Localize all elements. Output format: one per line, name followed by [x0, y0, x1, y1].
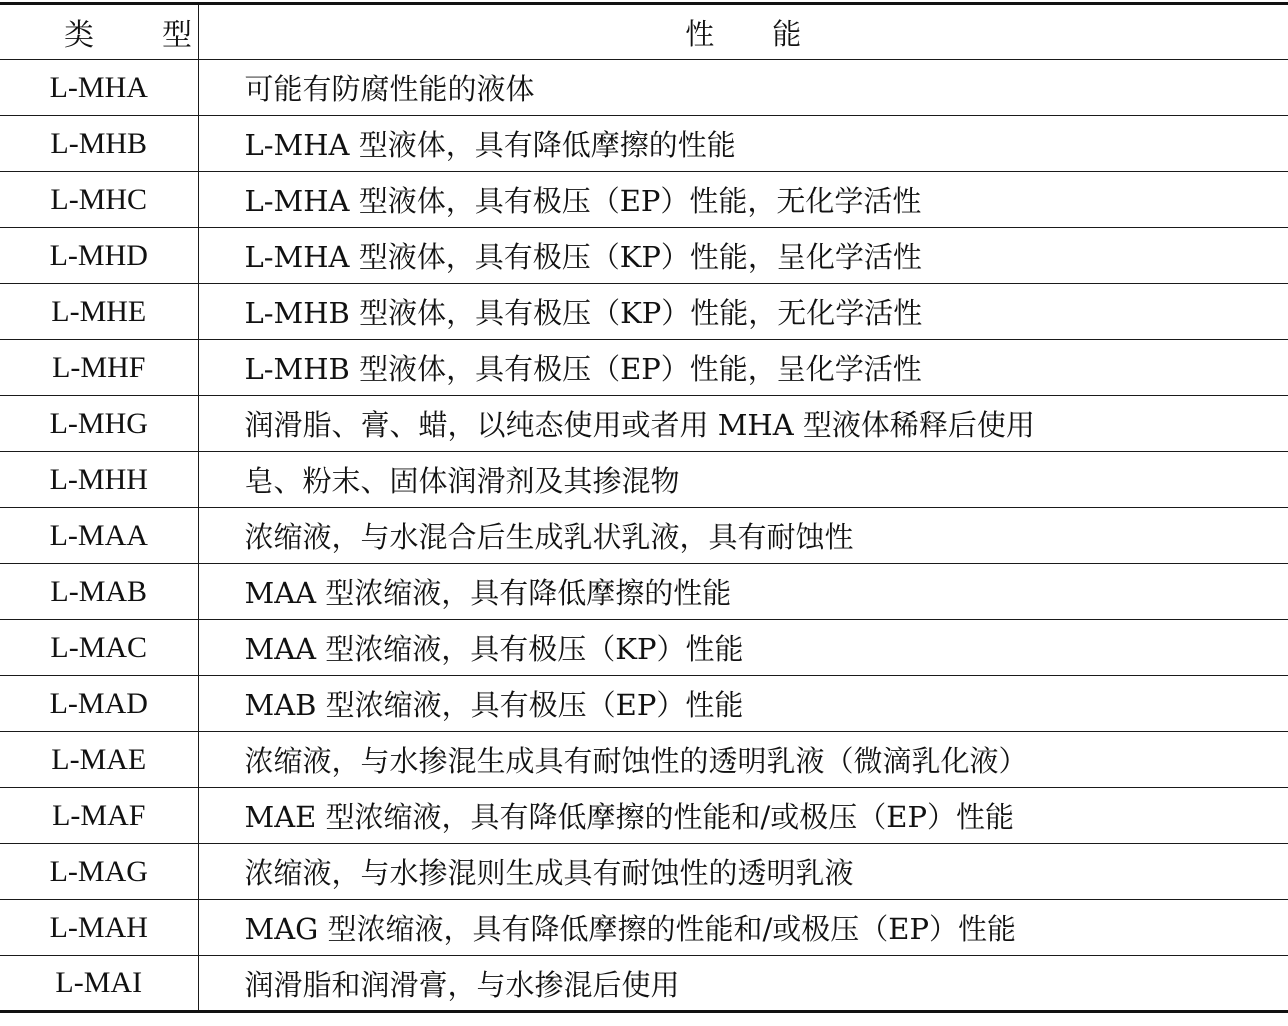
performance-cell: MAB 型浓缩液，具有极压（EP）性能 — [198, 676, 1288, 732]
performance-cell: 皂、粉末、固体润滑剂及其掺混物 — [198, 452, 1288, 508]
type-code-cell: L-MAA — [0, 508, 198, 564]
table-row — [0, 452, 1288, 508]
table-row — [0, 396, 1288, 452]
table-row — [0, 508, 1288, 564]
type-code-cell: L-MAE — [0, 732, 198, 788]
type-code-cell: L-MAI — [0, 956, 198, 1012]
performance-cell: 浓缩液，与水混合后生成乳状乳液，具有耐蚀性 — [198, 508, 1288, 564]
performance-cell: L-MHA 型液体，具有极压（EP）性能，无化学活性 — [198, 172, 1288, 228]
table-row — [0, 116, 1288, 172]
performance-cell: L-MHA 型液体，具有降低摩擦的性能 — [198, 116, 1288, 172]
performance-cell: L-MHA 型液体，具有极压（KP）性能，呈化学活性 — [198, 228, 1288, 284]
type-code-cell: L-MAB — [0, 564, 198, 620]
lubricant-type-table — [0, 2, 1288, 1013]
performance-cell: L-MHB 型液体，具有极压（EP）性能，呈化学活性 — [198, 340, 1288, 396]
performance-cell: 润滑脂和润滑膏，与水掺混后使用 — [198, 956, 1288, 1012]
table-row — [0, 564, 1288, 620]
performance-cell: MAE 型浓缩液，具有降低摩擦的性能和/或极压（EP）性能 — [198, 788, 1288, 844]
table-row — [0, 956, 1288, 1012]
performance-cell: L-MHB 型液体，具有极压（KP）性能，无化学活性 — [198, 284, 1288, 340]
table-row — [0, 340, 1288, 396]
performance-cell: MAA 型浓缩液，具有降低摩擦的性能 — [198, 564, 1288, 620]
table-row — [0, 844, 1288, 900]
table-row — [0, 676, 1288, 732]
performance-cell: 浓缩液，与水掺混则生成具有耐蚀性的透明乳液 — [198, 844, 1288, 900]
table-row — [0, 284, 1288, 340]
type-code-cell: L-MHH — [0, 452, 198, 508]
table-header-row — [0, 4, 1288, 60]
performance-cell: MAG 型浓缩液，具有降低摩擦的性能和/或极压（EP）性能 — [198, 900, 1288, 956]
type-code-cell: L-MAC — [0, 620, 198, 676]
type-code-cell: L-MHA — [0, 60, 198, 116]
performance-cell: 润滑脂、膏、蜡，以纯态使用或者用 MHA 型液体稀释后使用 — [198, 396, 1288, 452]
type-code-cell: L-MHC — [0, 172, 198, 228]
table-row — [0, 620, 1288, 676]
table-row — [0, 172, 1288, 228]
header-performance: 性能 — [198, 4, 1288, 60]
type-code-cell: L-MAH — [0, 900, 198, 956]
type-code-cell: L-MHE — [0, 284, 198, 340]
table-row — [0, 228, 1288, 284]
table-row — [0, 732, 1288, 788]
table-row — [0, 788, 1288, 844]
type-code-cell: L-MHD — [0, 228, 198, 284]
performance-cell: MAA 型浓缩液，具有极压（KP）性能 — [198, 620, 1288, 676]
type-code-cell: L-MAD — [0, 676, 198, 732]
table-row — [0, 900, 1288, 956]
type-code-cell: L-MHB — [0, 116, 198, 172]
type-code-cell: L-MHG — [0, 396, 198, 452]
type-code-cell: L-MAG — [0, 844, 198, 900]
performance-cell: 可能有防腐性能的液体 — [198, 60, 1288, 116]
table-row — [0, 60, 1288, 116]
type-code-cell: L-MAF — [0, 788, 198, 844]
performance-cell: 浓缩液，与水掺混生成具有耐蚀性的透明乳液（微滴乳化液） — [198, 732, 1288, 788]
type-code-cell: L-MHF — [0, 340, 198, 396]
header-type: 类型 — [0, 4, 198, 60]
